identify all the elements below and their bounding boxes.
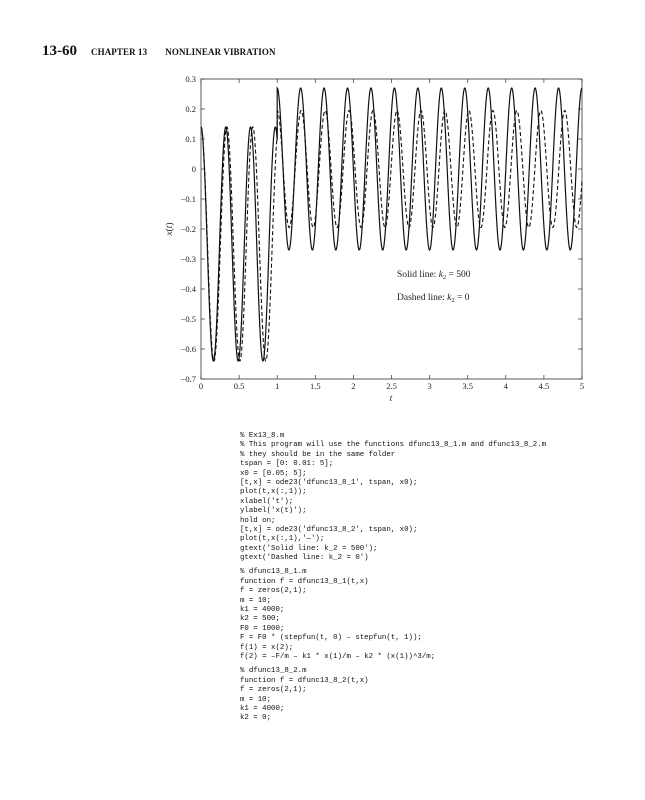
annotation-dashed: Dashed line: $k_2 = 0$ <box>397 293 470 304</box>
annotation-solid: Solid line: $k_2 = 500$ <box>397 270 471 281</box>
code-line: % Ex13_8.m <box>240 432 285 440</box>
x-tick-label: 1.5 <box>309 381 321 391</box>
x-tick-label: 3.5 <box>462 381 474 391</box>
code-line: % they should be in the same folder <box>240 450 396 459</box>
code-line: % This program will use the functions dfunc13_8_1.m and dfunc13_8_2.m <box>240 441 547 450</box>
matlab-code-listing <box>240 432 546 724</box>
code-line: % dfunc13_8_2.m <box>240 667 307 676</box>
y-tick-label: −0.6 <box>180 344 196 354</box>
x-tick-label: 3 <box>427 381 432 391</box>
series-dashed-k2-0 <box>201 111 582 362</box>
axis-ticks <box>181 74 585 391</box>
code-line: k2 = 500; <box>240 615 280 624</box>
x-tick-label: 5 <box>579 381 585 391</box>
code-line: f = zeros(2,1); <box>240 587 307 596</box>
code-line: x0 = [0.05; 5]; <box>240 469 307 478</box>
y-tick-label: −0.7 <box>180 374 196 384</box>
y-tick-label: 0 <box>191 164 196 174</box>
code-line: function f = dfunc13_8_2(t,x) <box>240 676 369 685</box>
y-tick-label: −0.2 <box>180 224 196 234</box>
code-line: k1 = 4000; <box>240 704 285 713</box>
code-line: function f = dfunc13_8_1(t,x) <box>240 577 369 586</box>
code-line: plot(t,x(:,1),'—'); <box>240 535 325 544</box>
y-tick-label: −0.3 <box>180 254 196 264</box>
x-axis-label: t <box>389 394 393 404</box>
x-tick-label: 2 <box>351 381 356 391</box>
code-line: k2 = 0; <box>240 714 272 723</box>
code-line: f(1) = x(2); <box>240 643 294 652</box>
x-tick-label: 2.5 <box>386 381 397 391</box>
y-tick-label: 0.2 <box>185 104 196 114</box>
code-line: % dfunc13_8_1.m <box>240 568 307 577</box>
code-line: k1 = 4000; <box>240 606 285 615</box>
code-line: F0 = 1000; <box>240 624 285 633</box>
code-line: m = 10; <box>240 596 272 605</box>
code-line: [t,x] = ode23('dfunc13_8_2', tspan, x0); <box>240 525 418 534</box>
x-tick-label: 1 <box>275 381 280 391</box>
code-line: m = 10; <box>240 695 272 704</box>
code-line: F = F0 * (stepfun(t, 0) – stepfun(t, 1)); <box>240 634 422 643</box>
y-tick-label: −0.4 <box>180 284 196 294</box>
plot-curves <box>201 88 582 361</box>
y-tick-label: −0.1 <box>180 194 196 204</box>
code-line: hold on; <box>240 516 276 525</box>
code-line: [t,x] = ode23('dfunc13_8_1', tspan, x0); <box>240 478 418 487</box>
x-tick-label: 4 <box>503 381 508 391</box>
code-line: gtext('Dashed line: k_2 = 0') <box>240 554 369 563</box>
x-tick-label: 4.5 <box>538 381 550 391</box>
chapter-title: NONLINEAR VIBRATION <box>165 47 276 57</box>
code-line: plot(t,x(:,1)); <box>240 488 307 497</box>
y-tick-label: 0.3 <box>185 74 196 84</box>
x-tick-label: 0 <box>198 381 204 391</box>
code-line: f = zeros(2,1); <box>240 686 307 695</box>
chapter-label: CHAPTER 13 <box>91 47 148 57</box>
y-tick-label: −0.5 <box>180 314 196 324</box>
code-line: gtext('Solid line: k_2 = 500'); <box>240 544 378 553</box>
y-axis-label: x(t) <box>165 222 175 236</box>
code-line: ylabel('x(t)'); <box>240 507 307 516</box>
plot-frame <box>201 79 582 379</box>
code-line: tspan = [0: 0.01: 5]; <box>240 460 334 469</box>
code-line: xlabel('t'); <box>240 497 294 506</box>
page-number: 13-60 <box>42 43 77 59</box>
code-line: f(2) = –F/m – k1 * x(1)/m – k2 * (x(1))^3/m; <box>240 652 436 661</box>
y-tick-label: 0.1 <box>185 134 196 144</box>
x-tick-label: 0.5 <box>233 381 245 391</box>
